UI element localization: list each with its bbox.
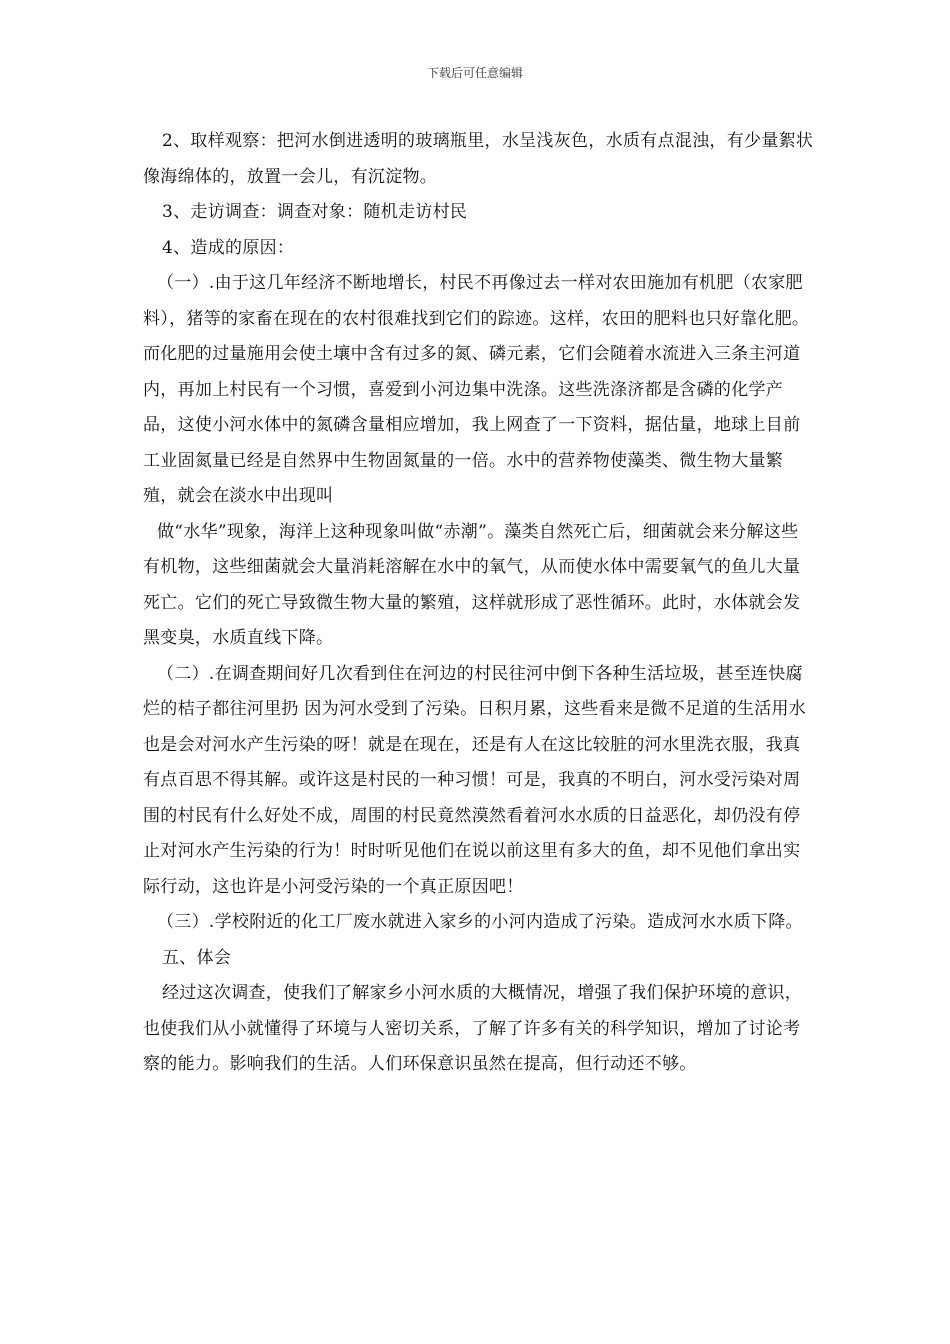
paragraph-cause-one: （一）.由于这几年经济不断地增长，村民不再像过去一样对农田施加有机肥（农家肥料），猪等的家畜在现在的农村很难找到它们的踪迹。这样，农田的肥料也只好靠化肥。而化肥的过量施用会使土壤中含有过多的氮、磷元素，它们会随着水流进入三条主河道内，再加上村民有一个习惯，喜爱到小河边集中洗涤。这些洗涤济都是含磷的化学产品，这使小河水体中的氮磷含量相应增加，我上网查了一下资料，据估量，地球上目前工业固氮量已经是自然界中生物固氮量的一倍。水中的营养物使藻类、微生物大量繁殖，就会在淡水中出现叫 [143, 273, 810, 506]
paragraph-reflection: 经过这次调查，使我们了解家乡小河水质的大概情况，增强了我们保护环境的意识，也使我们从小就懂得了环境与人密切关系，了解了许多有关的科学知识，增加了讨论考察的能力。影响我们的生活。人们环保意识虽然在提高，但行动还不够。 [143, 983, 803, 1074]
paragraph-cause-two: （二）.在调查期间好几次看到住在河边的村民往河中倒下各种生活垃圾，甚至连快腐烂的桔子都往河里扔 因为河水受到了污染。日积月累，这些看来是微不足道的生活用水也是会对河水产生污染的呀！就是在现在，还是有人在这比较脏的河水里洗衣服，我真有点百思不得其解。或许这是村民的一种习惯！可是，我真的不明白，河水受污染对周围的村民有什么好处不成，周围的村民竟然漠然看着河水水质的日益恶化，却仍没有停止对河水产生污染的行为！时时听见他们在说以前这里有多大的鱼，却不见他们拿出实际行动，这也许是小河受污染的一个真正原因吧！ [143, 663, 807, 897]
paragraph-cause-one-continued: 做“水华”现象，海洋上这种现象叫做“赤潮”。藻类自然死亡后，细菌就会来分解这些有机物，这些细菌就会大量消耗溶解在水中的氧气，从而使水体中需要氧气的鱼儿大量死亡。它们的死亡导致微生物大量的繁殖，这样就形成了恶性循环。此时，水体就会发黑变臭，水质直线下降。 [143, 521, 801, 648]
paragraph-causes-heading: 4、造成的原因： [162, 237, 295, 258]
paragraph-interview: 3、走访调查：调查对象：随机走访村民 [162, 202, 468, 222]
paragraph-cause-three: （三）.学校附近的化工厂废水就进入家乡的小河内造成了污染。造成河水水质下降。 [157, 912, 803, 932]
section-heading-reflection: 五、体会 [162, 947, 232, 968]
page-header: 下载后可任意编辑 [426, 66, 523, 80]
paragraph-sampling: 2、取样观察：把河水倒进透明的玻璃瓶里，水呈浅灰色，水质有点混浊，有少量絮状像海绵体的，放置一会儿，有沉淀物。 [143, 131, 814, 187]
document-body [143, 124, 815, 1083]
